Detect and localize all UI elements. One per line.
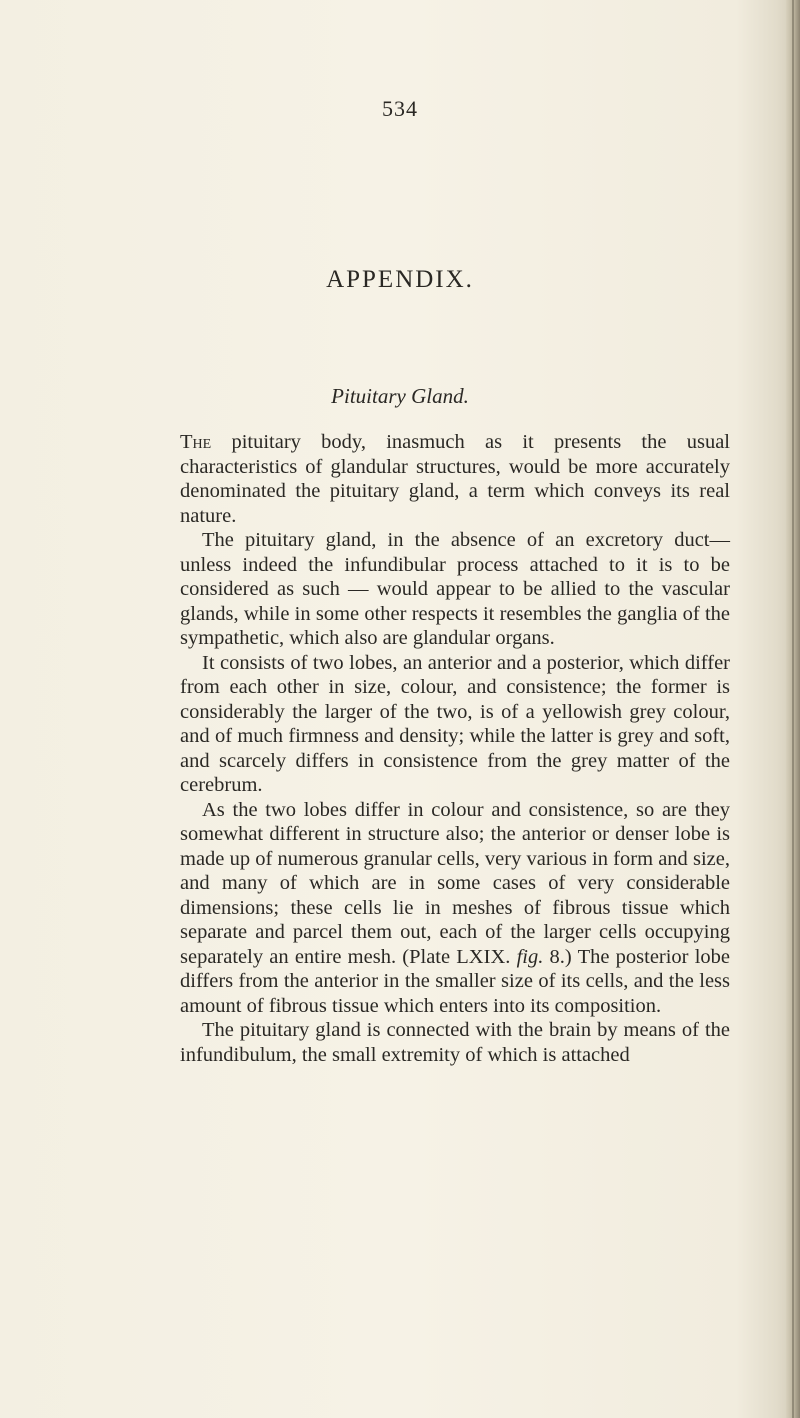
paragraph-1 — [180, 430, 730, 528]
paragraph-4-text-a: As the two lobes differ in colour and consistence, so are they somewhat different in structure also; the anterior or denser lobe is made up of numerous granular cells, very various in form and size, and many of which are in some cases of very considerable dimensions; these cells lie in meshes of fibrous tissue which separate and parcel them out, each of the larger cells occupying separately an entire mesh. (Plate LXIX. — [180, 798, 730, 968]
paragraph-2: The pituitary gland, in the absence of an excretory duct— unless indeed the infundibular process attached to it is to be considered as such — would appear to be allied to the vascular glands, while in some other respects it resembles the ganglia of the sympathetic, which also are glandular organs. — [180, 529, 730, 649]
paragraph-3: It consists of two lobes, an anterior and a posterior, which differ from each other in size, colour, and consistence; the former is considerably the larger of the two, is of a yellowish grey colour, and of much firmness and density; while the latter is grey and soft, and scarcely differs in consistence from the grey matter of the cerebrum. — [180, 651, 730, 796]
page-heading: APPENDIX. — [326, 266, 474, 293]
page-number: 534 — [382, 96, 418, 121]
section-title: Pituitary Gland. — [331, 384, 469, 408]
paragraph-4 — [180, 798, 730, 1019]
paragraph-1-text: pituitary body, inasmuch as it presents the usual characteristics of glandular structures, would be more accurately denominated the pituitary gland, a term which conveys its real nature. — [180, 431, 730, 527]
paragraph-5: The pituitary gland is connected with the brain by means of the infundibulum, the small extremity of which is attached — [180, 1019, 730, 1066]
page-edge-line — [792, 0, 794, 1418]
figure-reference: fig. — [516, 945, 544, 968]
paragraph-lead-word: The — [180, 431, 212, 453]
body-text — [180, 430, 730, 1067]
paragraph-4-text-b: 8.) The posterior lobe differs from the anterior in the smaller size of its cells, and the less amount of fibrous tissue which enters into its composition. — [180, 945, 731, 1017]
